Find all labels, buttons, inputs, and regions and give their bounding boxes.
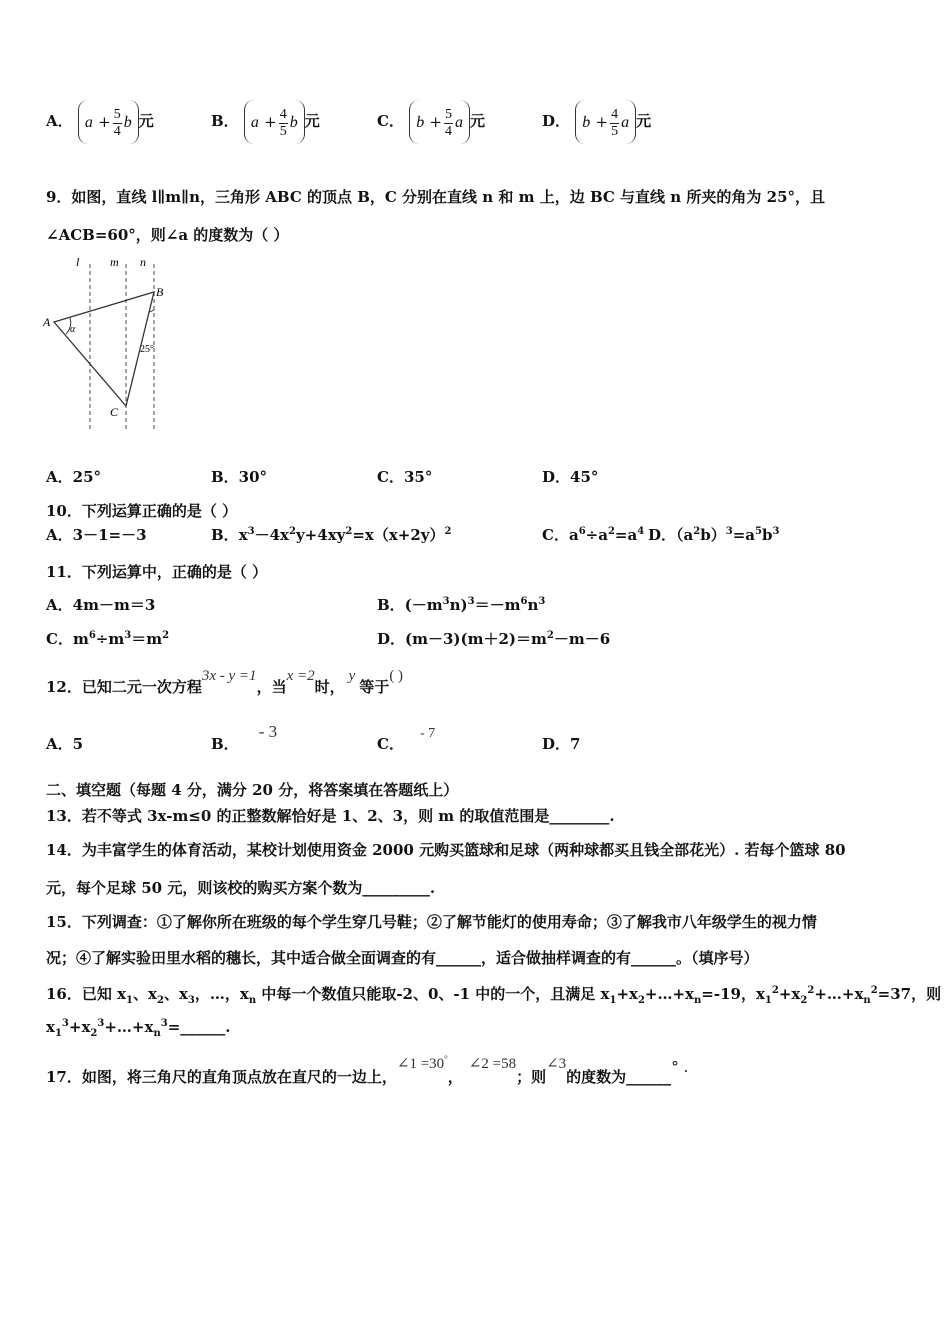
fraction (279, 107, 288, 140)
option-label: B． (211, 526, 239, 544)
unit: 元 (304, 112, 320, 130)
q10-option-b: B．$x^3-4x^2y+4xy^2=x(x+2y)^2$ (211, 526, 452, 544)
q11-option-a: A．4m－m＝3 (46, 596, 156, 614)
var: b (123, 114, 132, 131)
paren-expression (244, 100, 305, 144)
q16-line2: $x_1^3+x_2^3+\dots+x_n^3=\_\_\_\_\_\_$. (46, 1018, 231, 1039)
paren-expression (575, 100, 636, 144)
label-m: m (110, 255, 119, 269)
op: + (98, 113, 111, 131)
variable-y: y (348, 668, 356, 684)
denominator: 4 (445, 123, 452, 139)
q14-line1: 14．为丰富学生的体育活动，某校计划使用资金 2000 元购买篮球和足球（两种球都买且钱全部花光）. 若每个篮球 80 (46, 841, 846, 859)
q10-option-c: C．$a^6\div a^2=a^4$ (542, 526, 645, 544)
q9-option-d: D．45° (542, 468, 599, 486)
op: + (429, 113, 442, 131)
q8-option-b (211, 100, 320, 144)
var: a (250, 114, 259, 131)
var: b (582, 114, 591, 131)
numerator: 4 (279, 106, 287, 122)
q13: 13．若不等式 3x-m≤0 的正整数解恰好是 1、2、3，则 m 的取值范围是________. (46, 807, 615, 825)
var: b (416, 114, 425, 131)
fraction (444, 107, 453, 140)
q12-option-b: B．- 3 (211, 722, 278, 753)
q15-line1: 15．下列调查：①了解你所在班级的每个学生穿几号鞋；②了解节能灯的使用寿命；③了解我市八年级学生的视力情 (46, 913, 817, 931)
unit: 元 (636, 112, 652, 130)
q12-option-c: C．- 7 (377, 726, 436, 753)
var: a (621, 114, 630, 131)
q11-option-c: C．$m^6\div m^3=m^2$ (46, 630, 170, 648)
label-l: l (76, 255, 80, 269)
option-label: C． (377, 112, 404, 130)
q15-line2: 况；④了解实验田里水稻的穗长，其中适合做全面调查的有______，适合做抽样调查的有______。（填序号） (46, 949, 759, 967)
op: + (595, 113, 609, 131)
q10-option-a: A．3－1=－3 (46, 526, 147, 544)
q11-stem: 11．下列运算中，正确的是（ ） (46, 563, 268, 581)
q11-option-b: B．$(-m^3n)^3=-m^6n^3$ (377, 596, 546, 614)
q9-option-b: B．30° (211, 468, 268, 486)
angle-1: ∠1 =30 (396, 1056, 445, 1072)
fraction (610, 107, 619, 140)
q12-option-d: D．7 (542, 735, 581, 753)
q12-option-a: A．5 (46, 735, 84, 753)
option-label: D． (542, 112, 571, 130)
equation-2: x =2 (286, 668, 315, 684)
op: + (264, 113, 277, 131)
q14-line2: 元，每个足球 50 元，则该校的购买方案个数为_________. (46, 879, 436, 897)
option-label: B． (211, 112, 239, 130)
numerator: 5 (445, 106, 452, 122)
option-label: C． (542, 526, 569, 544)
q17: 17．如图，将三角尺的直角顶点放在直尺的一边上，∠1 =30°，∠2 =58；则∠3的度数为______° . (46, 1054, 689, 1086)
label-b: B (156, 285, 164, 299)
denominator: 5 (611, 123, 619, 139)
q9-option-c: C．35° (377, 468, 433, 486)
paren-expression (409, 100, 470, 144)
q11-option-d: D．$(m-3)(m+2)=m^2-m-6$ (377, 630, 611, 648)
q10-stem: 10．下列运算正确的是（ ） (46, 502, 238, 520)
q12-stem: 12．已知二元一次方程3x - y =1，当x =2时，y等于( ) (46, 668, 404, 696)
q8-option-d (542, 100, 651, 144)
var: a (455, 114, 463, 131)
denominator: 4 (113, 123, 121, 139)
q9-line2: ∠ACB=60°，则∠a 的度数为（ ） (46, 226, 289, 244)
option-label: D． (648, 526, 677, 544)
numerator: 5 (113, 106, 121, 122)
label-a: A (43, 315, 51, 329)
var: a (84, 114, 93, 131)
q10-option-d: D．$(a^2b)^3=a^5b^3$ (648, 526, 780, 544)
option-label: A． (46, 112, 73, 130)
angle-2: ∠2 =58 (468, 1056, 517, 1072)
label-c: C (110, 405, 119, 419)
q9-option-a: A．25° (46, 468, 102, 486)
label-25deg: 25° (140, 344, 154, 355)
paren-expression (78, 100, 139, 144)
triangle-abc (54, 292, 154, 406)
fraction (113, 107, 122, 140)
denominator: 5 (279, 123, 287, 139)
numerator: 4 (611, 106, 619, 122)
angle-3: ∠3 (546, 1056, 567, 1072)
q16-line1: 16．已知 $x_1$、$x_2$、$x_3$，…，$x_n$ 中每一个数值只能取-2、0、-1 中的一个，且满足 $x_1+x_2+\dots+x_n=-19$，$x_1^2+x_2^2+\dots+x_n^2=37$，则 (46, 985, 942, 1006)
equation-1: 3x - y =1 (201, 668, 257, 684)
q8-option-a (46, 100, 154, 144)
unit: 元 (138, 112, 154, 130)
answer-paren: ( ) (389, 668, 404, 684)
label-alpha: α (70, 324, 76, 335)
label-n: n (140, 255, 146, 269)
unit: 元 (470, 112, 486, 130)
q9-line1: 9．如图，直线 l∥m∥n，三角形 ABC 的顶点 B，C 分别在直线 n 和 m 上，边 BC 与直线 n 所夹的角为 25°，且 (46, 188, 826, 206)
var: b (289, 114, 298, 131)
section2-heading: 二、填空题（每题 4 分，满分 20 分，将答案填在答题纸上） (46, 781, 459, 799)
q8-option-c (377, 100, 485, 144)
q9-figure (40, 252, 180, 436)
